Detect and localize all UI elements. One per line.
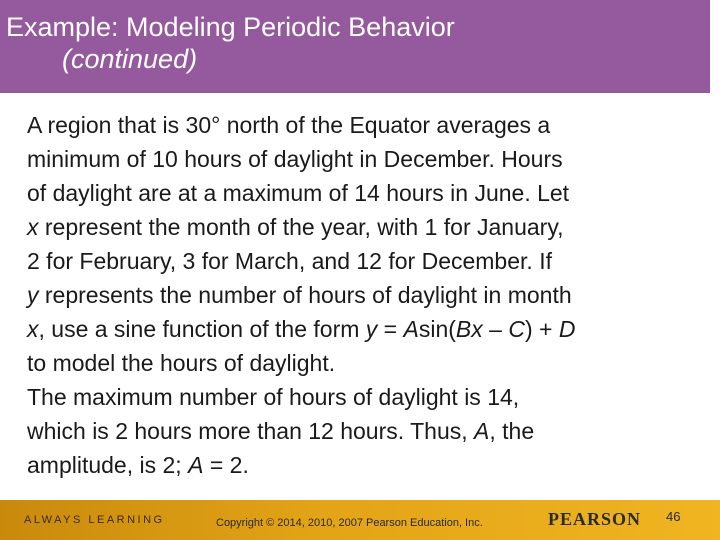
body-line [27,210,707,244]
body-line-equation [27,312,707,346]
variable-D: D [558,316,576,342]
text: which is 2 hours more than 12 hours. Thus, [27,418,475,444]
text: = [377,316,404,342]
text: The maximum number of hours of daylight is 14, [27,384,520,410]
variable-A: A [188,452,204,478]
variable-B: B [455,316,472,342]
variable-C: C [508,316,525,342]
footer-copyright: Copyright © 2014, 2010, 2007 Pearson Education, Inc. [216,517,483,529]
text: A region that is 30° north of the Equator averages a [27,112,551,138]
variable-A: A [474,418,490,444]
title-bar [0,0,710,93]
body-line [27,346,707,380]
text: minimum of 10 hours of daylight in December. Hours [27,146,563,172]
variable-x: x [27,214,39,240]
body-line [27,142,707,176]
body-line [27,108,707,142]
body-line [27,278,707,312]
text: amplitude, is 2; [27,452,189,478]
variable-y: y [27,282,39,308]
text: of daylight are at a maximum of 14 hours in June. Let [27,180,570,206]
title-right-strip [710,0,720,93]
variable-x: x [27,316,39,342]
slide-body [27,108,707,482]
text: represents the number of hours of daylight in month [38,282,572,308]
body-line [27,176,707,210]
text: ) + [524,316,559,342]
footer-tagline: ALWAYS LEARNING [24,514,165,526]
text: , use a sine function of the form [38,316,366,342]
pearson-logo: PEARSON [548,509,642,529]
text: = 2. [203,452,249,478]
text: 2 for February, 3 for March, and 12 for December. If [27,248,552,274]
body-line [27,244,707,278]
body-line [27,448,707,482]
text: , the [489,418,535,444]
variable-A: A [403,316,419,342]
variable-y: y [365,316,378,342]
body-line [27,380,707,414]
variable-x: x [471,316,483,342]
text: – [482,316,509,342]
footer-bar [0,500,720,540]
slide-title: Example: Modeling Periodic Behavior [6,12,455,42]
text: to model the hours of daylight. [27,350,336,376]
text: represent the month of the year, with 1 for January, [38,214,564,240]
body-line [27,414,707,448]
page-number: 46 [666,509,681,524]
slide-subtitle: (continued) [62,44,198,74]
text: sin( [418,316,456,342]
